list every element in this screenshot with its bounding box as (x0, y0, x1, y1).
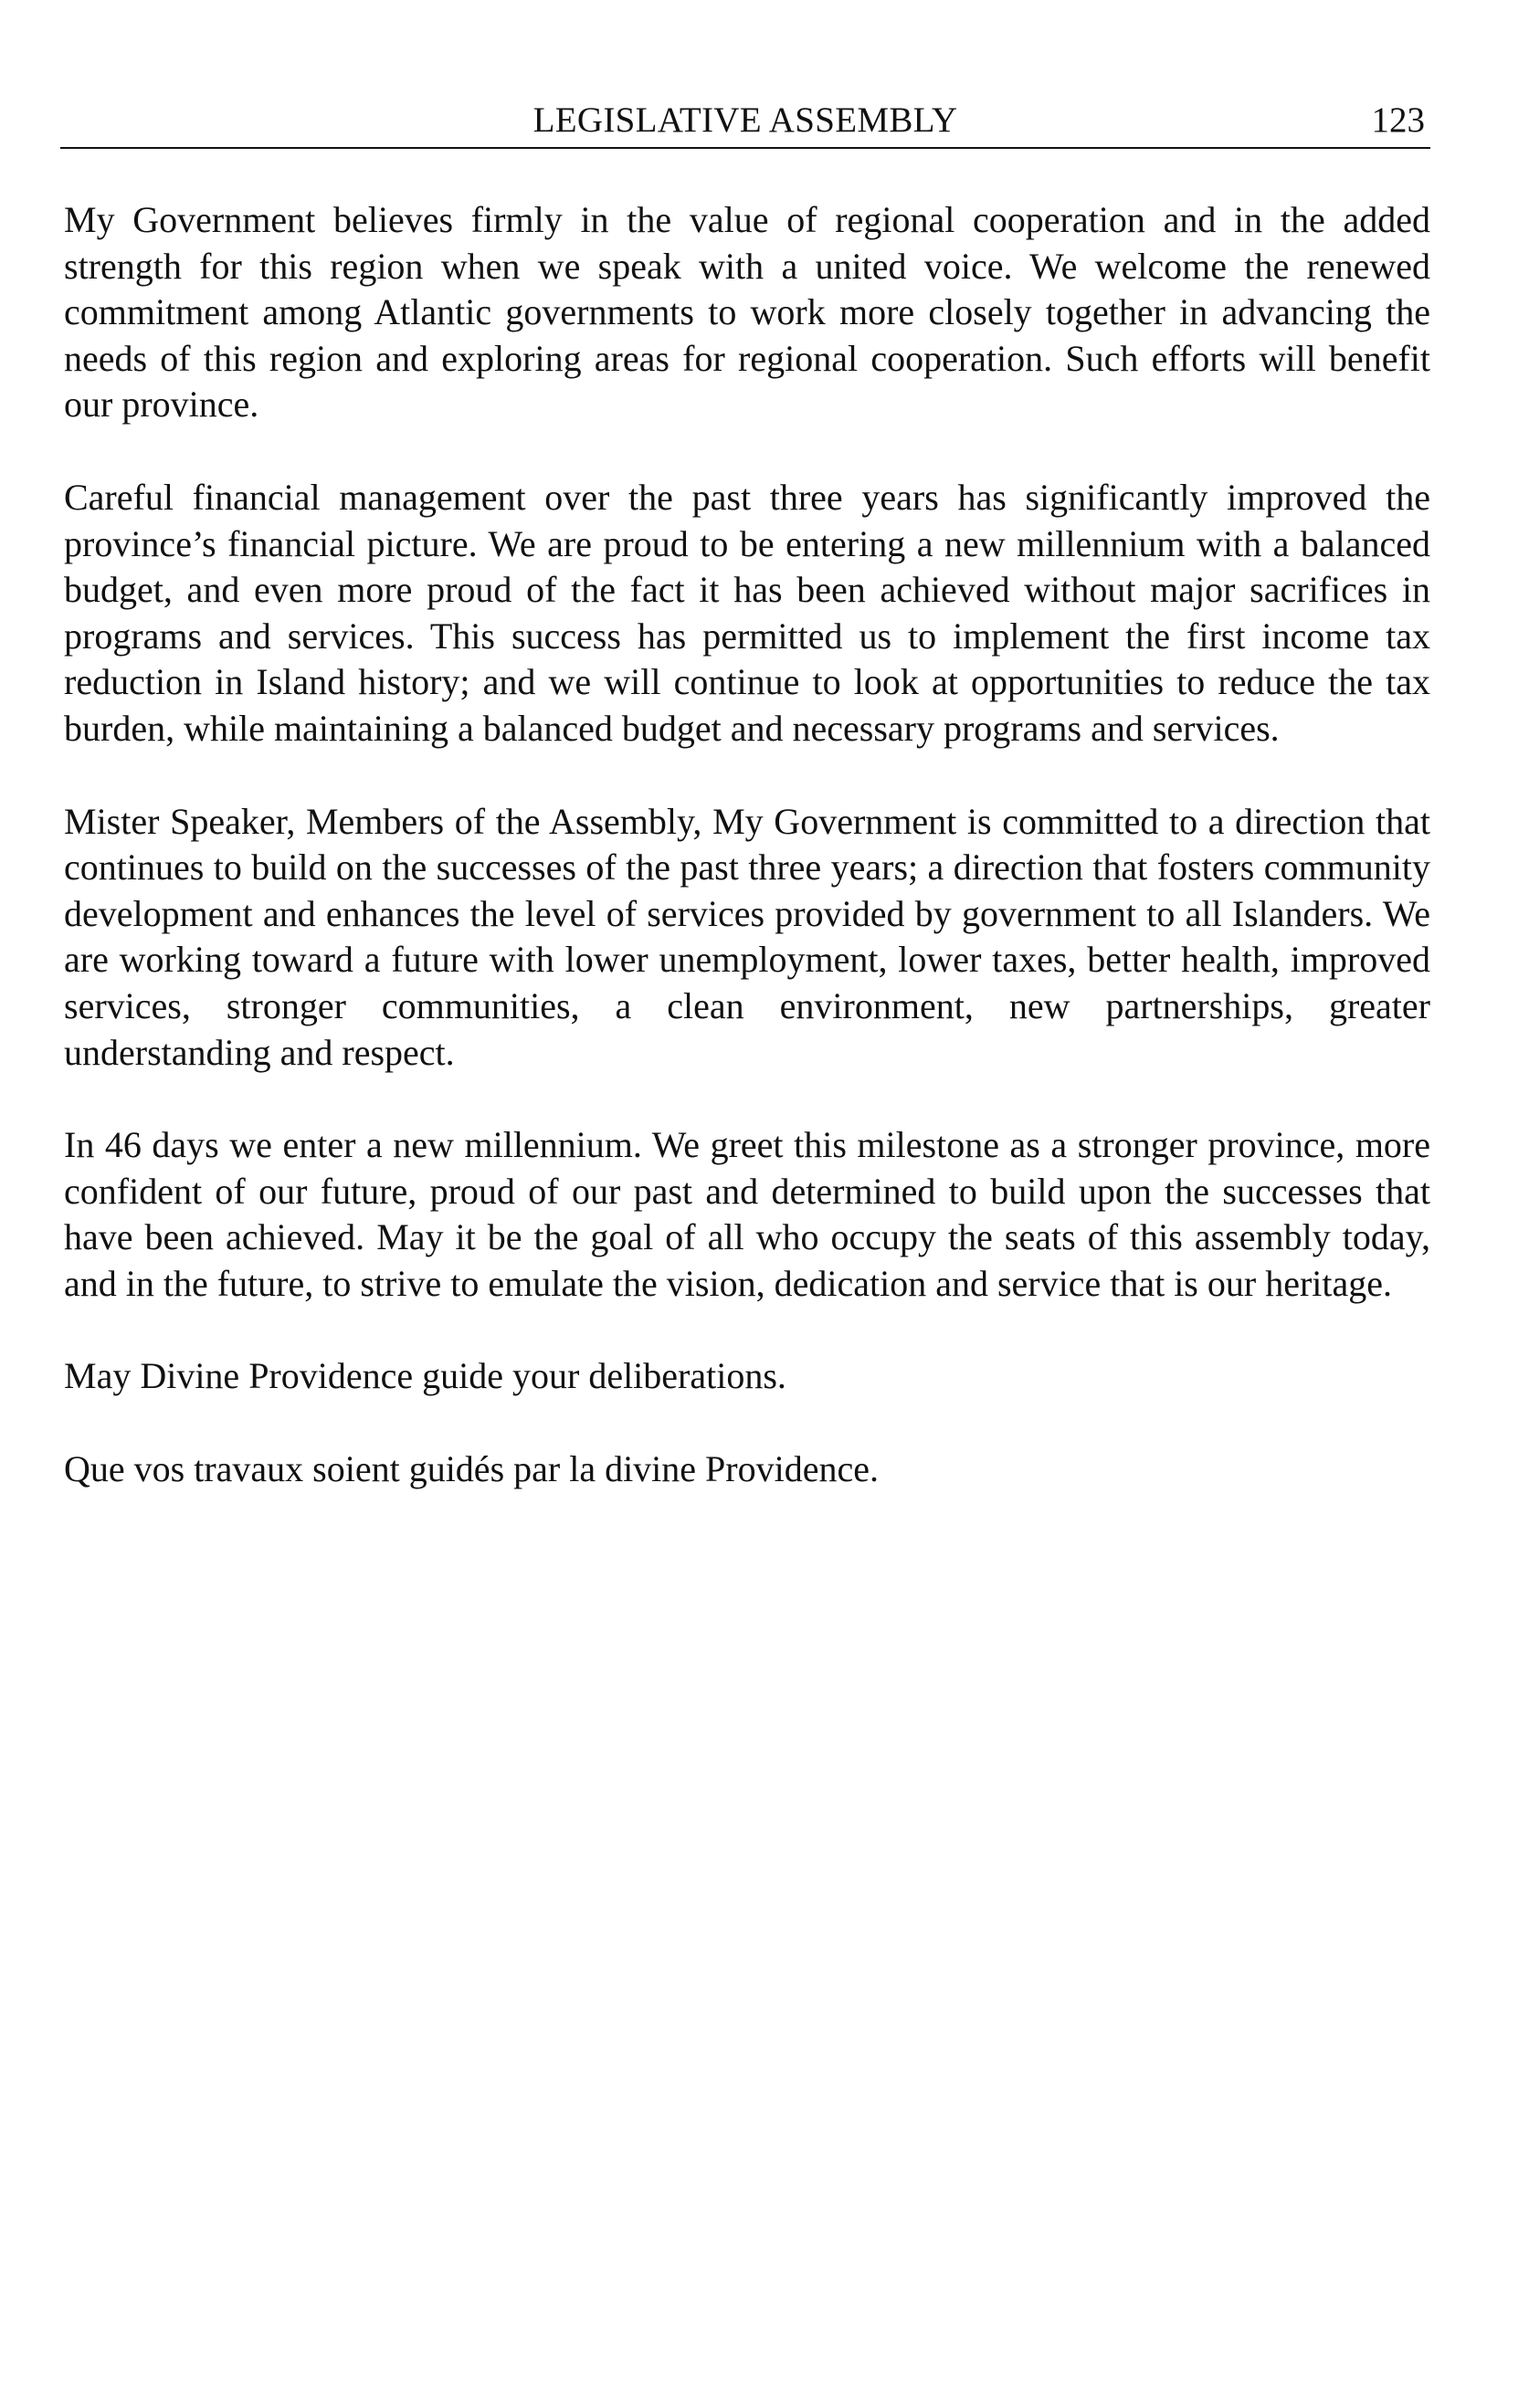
body-text (64, 197, 1430, 1540)
paragraph-closing-english: May Divine Providence guide your deliberations. (64, 1355, 786, 1397)
paragraph-regional-cooperation: My Government believes firmly in the value of regional cooperation and in the added strength for this region when we speak with a united voice. We welcome the renewed commitment among Atlantic governments to work more closely together in advancing the needs of this region and exploring areas for regional cooperation. Such efforts will benefit our province. (64, 199, 1430, 426)
paragraph-closing-french: Que vos travaux soient guidés par la divine Providence. (64, 1448, 879, 1490)
paragraph-government-direction: Mister Speaker, Members of the Assembly, My Government is committed to a direction that continues to build on the successes of the past three years; a direction that fosters community development and enhances the level of services provided by government to all Islanders. We are working toward a future with lower unemployment, lower taxes, better health, improved services, stronger communities, a clean environment, new partnerships, greater understanding and respect. (64, 800, 1430, 1073)
header-rule (60, 147, 1430, 149)
paragraph-financial-management: Careful financial management over the past three years has significantly improved the province’s financial picture. We are proud to be entering a new millennium with a balanced budget, and even more proud of the fact it has been achieved without major sacrifices in programs and services. This success has permitted us to implement the first income tax reduction in Island history; and we will continue to look at opportunities to reduce the tax burden, while maintaining a balanced budget and necessary programs and services. (64, 476, 1430, 749)
running-header (60, 97, 1430, 144)
paragraph-new-millennium: In 46 days we enter a new millennium. We greet this milestone as a stronger province, more confident of our future, proud of our past and determined to build upon the successes that have been achieved. May it be the goal of all who occupy the seats of this assembly today, and in the future, to strive to emulate the vision, dedication and service that is our heritage. (64, 1124, 1430, 1304)
page-number: 123 (1371, 100, 1425, 140)
running-title: LEGISLATIVE ASSEMBLY (533, 100, 958, 140)
